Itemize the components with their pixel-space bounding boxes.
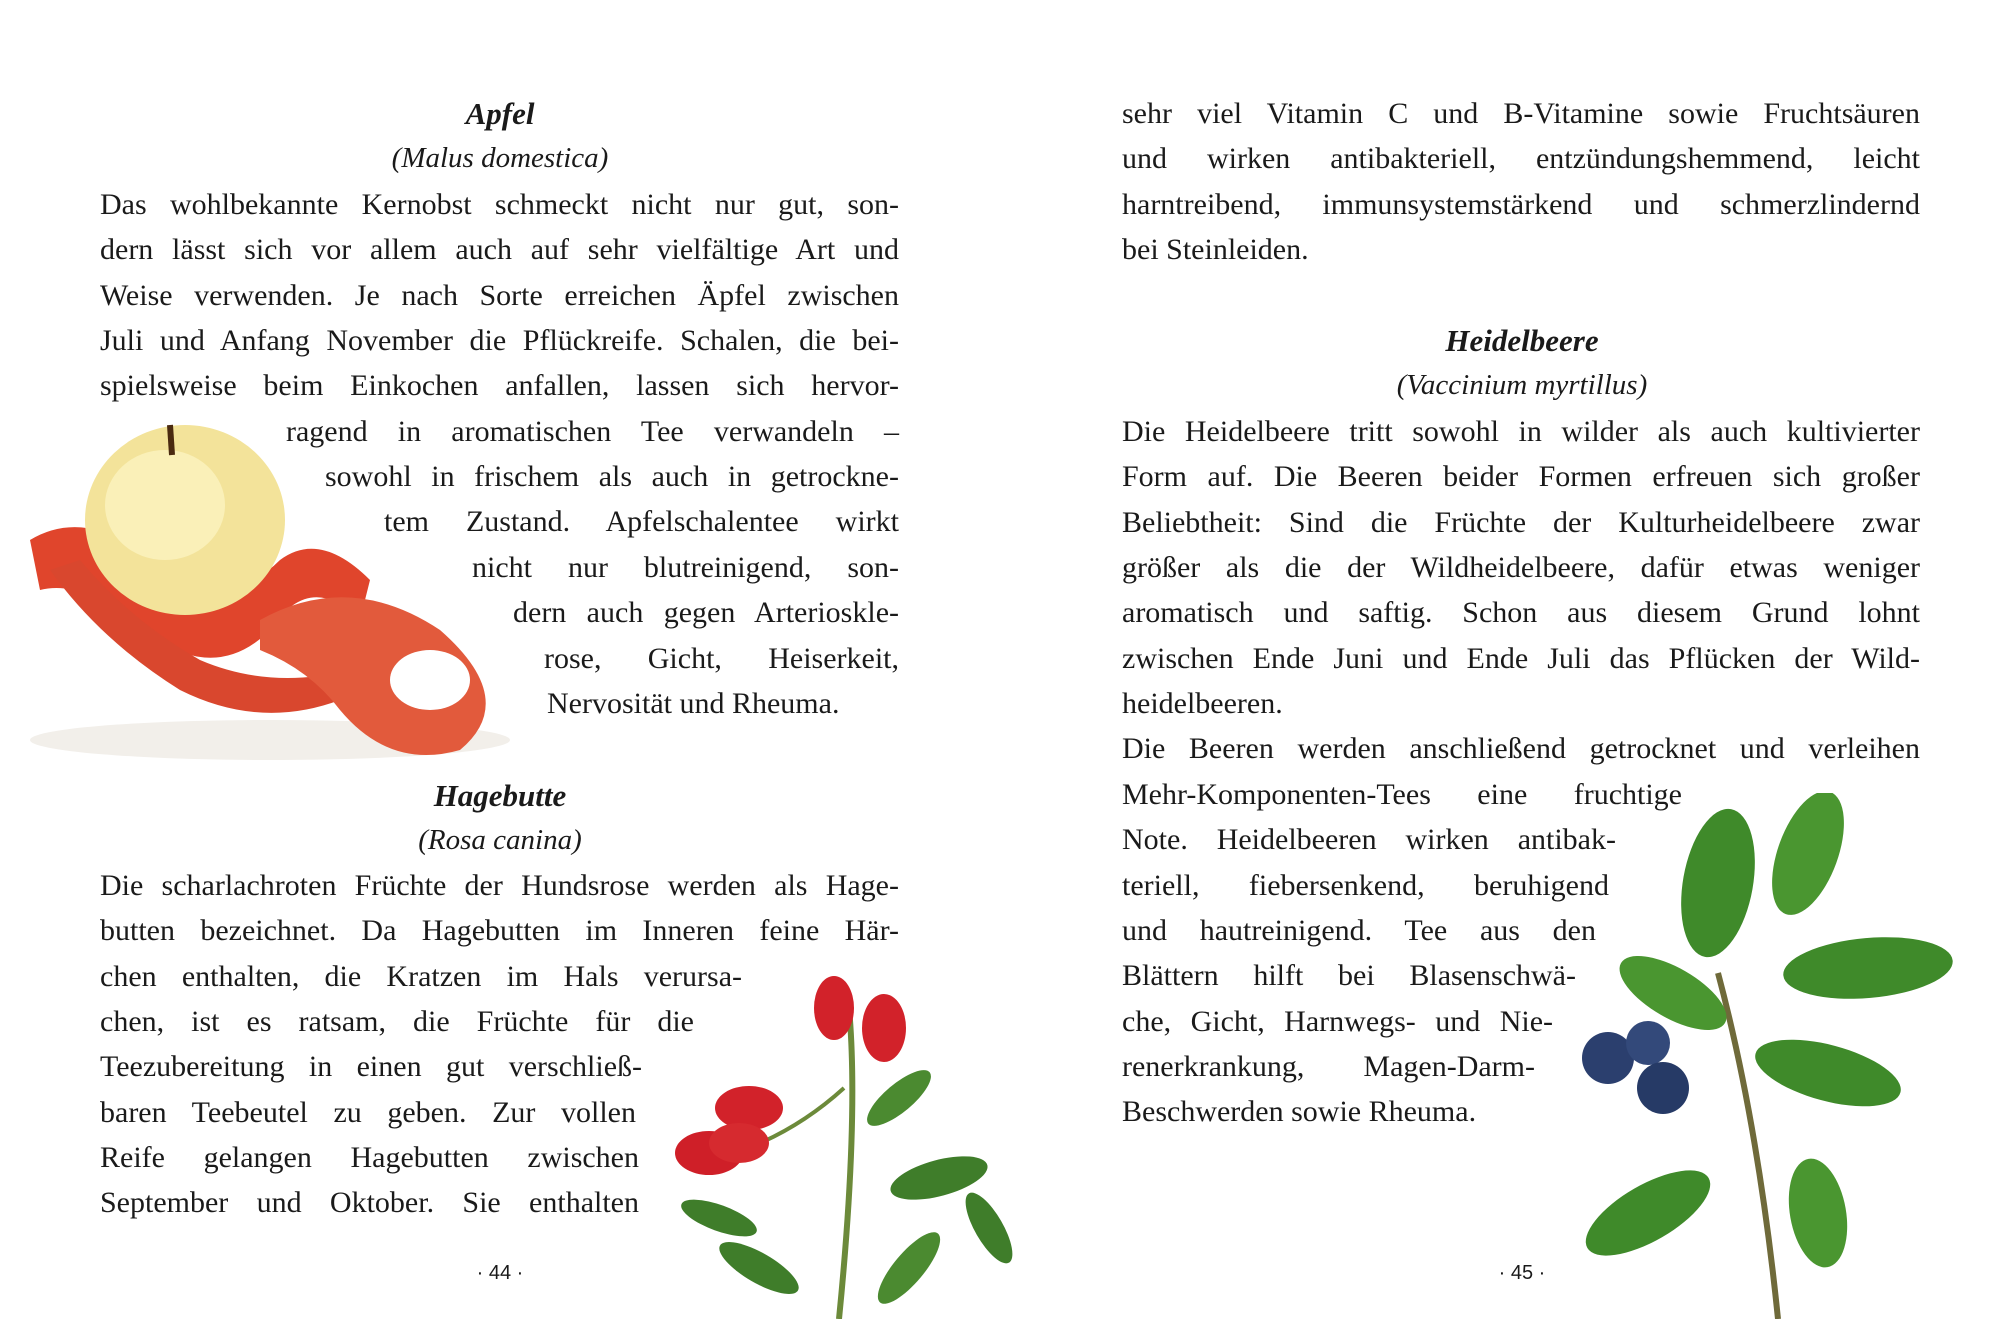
text-line: größer als die der Wildheidelbeere, dafür etwas weniger xyxy=(1122,551,1920,584)
text-line: Beliebtheit: Sind die Früchte der Kulturheidelbeere zwar xyxy=(1122,506,1920,539)
text-line: ragend in aromatischen Tee verwandeln – xyxy=(286,415,899,448)
text-line: spielsweise beim Einkochen anfallen, lassen sich hervor- xyxy=(100,369,899,402)
text-line: rose, Gicht, Heiserkeit, xyxy=(544,642,899,675)
text-line: bei Steinleiden. xyxy=(1122,233,1309,266)
text-line: Die Beeren werden anschließend getrocknet und verleihen xyxy=(1122,732,1920,765)
text-line: Nervosität und Rheuma. xyxy=(547,687,840,720)
text-line: teriell, fiebersenkend, beruhigend xyxy=(1122,869,1609,902)
text-line: Beschwerden sowie Rheuma. xyxy=(1122,1095,1477,1128)
page-number: · 44 · xyxy=(476,1262,524,1284)
entry-title: Hagebutte xyxy=(433,778,567,813)
text-line: zwischen Ende Juni und Ende Juli das Pflücken der Wild- xyxy=(1122,642,1920,675)
blueberry-branch-image xyxy=(1548,793,1958,1319)
text-line: chen enthalten, die Kratzen im Hals verursa- xyxy=(100,960,742,993)
text-line: Das wohlbekannte Kernobst schmeckt nicht nur gut, son- xyxy=(100,188,899,221)
page-number: · 45 · xyxy=(1498,1262,1546,1284)
text-line: dern lässt sich vor allem auch auf sehr vielfältige Art und xyxy=(100,233,899,266)
text-line: butten bezeichnet. Da Hagebutten im Inneren feine Här- xyxy=(100,914,899,947)
text-line: und wirken antibakteriell, entzündungshemmend, leicht xyxy=(1122,142,1920,175)
text-line: sowohl in frischem als auch in getrockne- xyxy=(325,460,899,493)
text-line: Note. Heidelbeeren wirken antibak- xyxy=(1122,823,1616,856)
text-line: Die Heidelbeere tritt sowohl in wilder als auch kultivierter xyxy=(1122,415,1920,448)
text-line: che, Gicht, Harnwegs- und Nie- xyxy=(1122,1005,1553,1038)
text-line: Die scharlachroten Früchte der Hundsrose werden als Hage- xyxy=(100,869,899,902)
latin-name: (Rosa canina) xyxy=(418,824,582,856)
latin-name: (Vaccinium myrtillus) xyxy=(1396,369,1648,401)
text-line: harntreibend, immunsystemstärkend und schmerzlindernd xyxy=(1122,188,1920,221)
text-line: Juli und Anfang November die Pflückreife. Schalen, die bei- xyxy=(100,324,899,357)
text-line: aromatisch und saftig. Schon aus diesem Grund lohnt xyxy=(1122,596,1920,629)
text-line: Mehr-Komponenten-Tees eine fruchtige xyxy=(1122,778,1682,811)
text-line: baren Teebeutel zu geben. Zur vollen xyxy=(100,1096,636,1129)
text-line: sehr viel Vitamin C und B-Vitamine sowie Fruchtsäuren xyxy=(1122,97,1920,130)
entry-title: Heidelbeere xyxy=(1445,323,1599,358)
text-line: Reife gelangen Hagebutten zwischen xyxy=(100,1141,639,1174)
text-line: chen, ist es ratsam, die Früchte für die xyxy=(100,1005,694,1038)
latin-name: (Malus domestica) xyxy=(391,142,609,174)
text-line: Blättern hilft bei Blasenschwä- xyxy=(1122,959,1576,992)
text-line: Weise verwenden. Je nach Sorte erreichen Äpfel zwischen xyxy=(100,279,899,312)
text-line: heidelbeeren. xyxy=(1122,687,1283,720)
text-line: und hautreinigend. Tee aus den xyxy=(1122,914,1596,947)
entry-title: Apfel xyxy=(465,96,535,131)
right-page xyxy=(1000,0,2000,1319)
text-line: renerkrankung, Magen-Darm- xyxy=(1122,1050,1535,1083)
text-line: Teezubereitung in einen gut verschließ- xyxy=(100,1050,642,1083)
text-line: tem Zustand. Apfelschalentee wirkt xyxy=(384,505,899,538)
text-line: dern auch gegen Arterioskle- xyxy=(513,596,899,629)
text-line: September und Oktober. Sie enthalten xyxy=(100,1186,639,1219)
text-line: Form auf. Die Beeren beider Formen erfreuen sich großer xyxy=(1122,460,1920,493)
text-line: nicht nur blutreinigend, son- xyxy=(472,551,899,584)
